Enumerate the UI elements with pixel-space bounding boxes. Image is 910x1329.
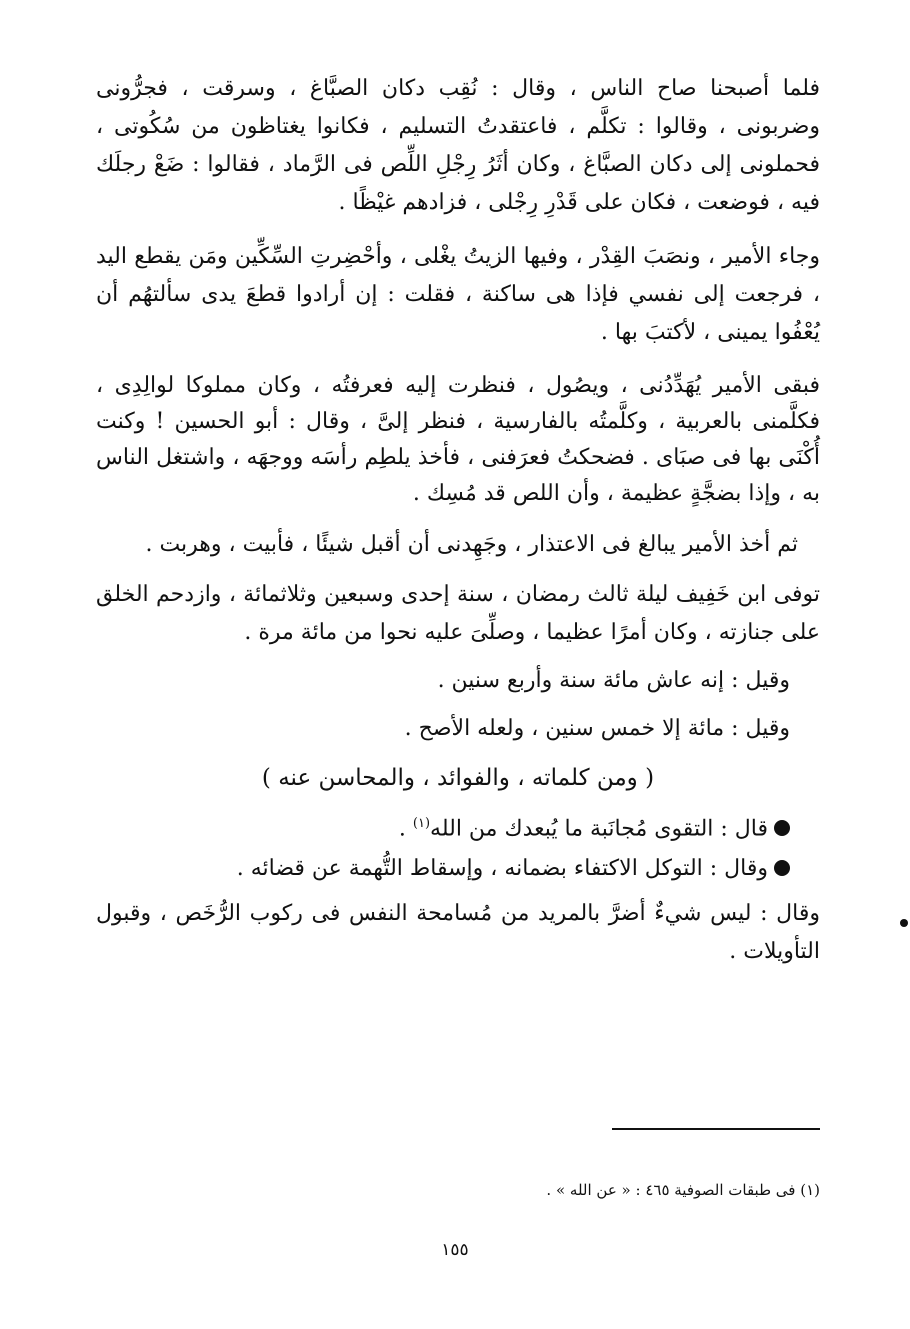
bullet-item-1-end: . bbox=[398, 816, 413, 842]
footnote-divider bbox=[612, 1128, 820, 1130]
bullet-icon bbox=[774, 820, 790, 836]
page-body bbox=[96, 70, 820, 971]
page-number: ١٥٥ bbox=[441, 1240, 469, 1260]
footnote: (١) فى طبقات الصوفية ٤٦٥ : « عن الله » . bbox=[546, 1181, 820, 1199]
bullet-icon bbox=[774, 860, 790, 876]
paragraph-6: وقيل : إنه عاش مائة سنة وأربع سنين . bbox=[437, 668, 790, 693]
paragraph-2: وجاء الأمير ، ونصَبَ القِدْر ، وفيها الزيتُ يغْلى ، وأحْضِرتِ السِّكِّين ومَن يقطع اليد ، فرجعت إلى نفسي فإذا هى ساكنة ، فقلت : إن أرادوا قطعَ يدى سألتهُم أن يُعْفُوا يمينى ، لأكتبَ بها . bbox=[96, 244, 820, 345]
bullet-item-2 bbox=[96, 849, 820, 889]
bullet-item-1-text: قال : التقوى مُجانَبة ما يُبعدك من الله bbox=[430, 816, 768, 842]
paragraph-last: وقال : ليس شيءٌ أضرَّ بالمريد من مُسامحة النفس فى ركوب الرُّخَص ، وقبول التأويلات . bbox=[96, 901, 820, 965]
paragraph-4: ثم أخذ الأمير يبالغ فى الاعتذار ، وجَهِدنى أن أقبل شيئًا ، فأبيت ، وهربت . bbox=[145, 532, 798, 557]
paragraph-5: توفى ابن خَفِيف ليلة ثالث رمضان ، سنة إحدى وسبعين وثلاثمائة ، وازدحم الخلق على جنازته ، وكان أمرًا عظيما ، وصلِّىَ عليه نحوا من مائة مرة . bbox=[96, 582, 820, 645]
paragraph-7: وقيل : مائة إلا خمس سنين ، ولعله الأصح . bbox=[404, 716, 790, 741]
bullet-item-1 bbox=[96, 804, 820, 849]
margin-dot-icon bbox=[900, 919, 908, 927]
paragraph-1: فلما أصبحنا صاح الناس ، وقال : نُقِب دكان الصبَّاغ ، وسرقت ، فجرُّونى وضربونى ، وقالوا : تكلَّم ، فاعتقدتُ التسليم ، فكانوا يغتاظون من سُكُوتى ، فحملونى إلى دكان الصبَّاغ ، وكان أثَرُ رِجْلِ اللِّص فى الرَّماد ، فقالوا : ضَعْ رجلَك فيه ، فوضعت ، فكان على قَدْرِ رِجْلى ، فزادهم غيْظًا . bbox=[96, 76, 820, 215]
paragraph-3: فبقى الأمير يُهَدِّدُنى ، ويصُول ، فنظرت إليه فعرفتُه ، وكان مملوكا لوالِدِى ، فكلَّمنى بالعربية ، وكلَّمتُه بالفارسية ، فنظر إلىَّ ، وقال : أبو الحسين ! وكنت أُكْنَى بها فى صبَاى . فضحكتُ فعرَفنى ، فأخذ يلطِم رأسَه ووجهَه ، واشتغل الناس به ، وإذا بضجَّةٍ عظيمة ، وأن اللص قد مُسِك . bbox=[96, 373, 820, 506]
bullet-item-2-text: وقال : التوكل الاكتفاء بضمانه ، وإسقاط التُّهمة عن قضائه . bbox=[236, 856, 768, 882]
footnote-reference[interactable]: (١) bbox=[412, 816, 431, 831]
section-heading: ( ومن كلماته ، والفوائد ، والمحاسن عنه ) bbox=[261, 765, 655, 791]
